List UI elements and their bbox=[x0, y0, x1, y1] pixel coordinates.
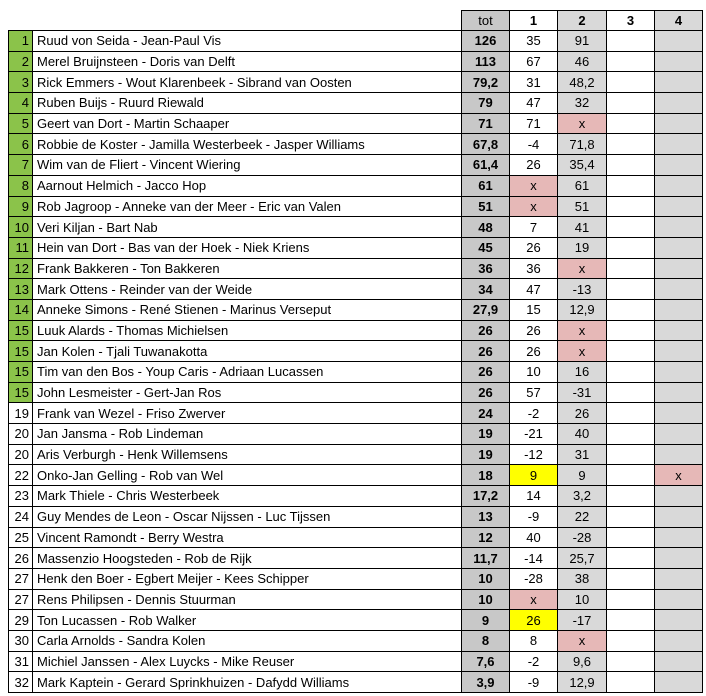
round-4-cell[interactable] bbox=[655, 444, 703, 465]
round-3-cell[interactable] bbox=[607, 175, 655, 196]
total-cell[interactable]: 19 bbox=[462, 444, 510, 465]
rank-cell[interactable]: 20 bbox=[9, 424, 33, 445]
round-2-cell[interactable]: x bbox=[558, 341, 607, 362]
team-name-cell[interactable]: Aris Verburgh - Henk Willemsens bbox=[33, 444, 462, 465]
team-name-cell[interactable]: Massenzio Hoogsteden - Rob de Rijk bbox=[33, 548, 462, 569]
round-4-cell[interactable] bbox=[655, 31, 703, 52]
round-1-cell[interactable]: x bbox=[510, 175, 558, 196]
total-cell[interactable]: 48 bbox=[462, 217, 510, 238]
table-row bbox=[9, 113, 703, 134]
round-4-cell[interactable] bbox=[655, 93, 703, 114]
round-1-cell[interactable]: 7 bbox=[510, 217, 558, 238]
total-cell[interactable]: 9 bbox=[462, 610, 510, 631]
header-blank-rank bbox=[9, 11, 33, 31]
team-name-cell[interactable]: Michiel Janssen - Alex Luycks - Mike Reuser bbox=[33, 651, 462, 672]
header-round-3[interactable]: 3 bbox=[607, 11, 655, 31]
total-cell[interactable]: 24 bbox=[462, 403, 510, 424]
round-4-cell[interactable] bbox=[655, 362, 703, 383]
team-name-cell[interactable]: Ton Lucassen - Rob Walker bbox=[33, 610, 462, 631]
round-4-cell[interactable] bbox=[655, 134, 703, 155]
team-name-cell[interactable]: Henk den Boer - Egbert Meijer - Kees Schipper bbox=[33, 568, 462, 589]
round-4-cell[interactable] bbox=[655, 568, 703, 589]
round-1-cell[interactable]: 9 bbox=[510, 465, 558, 486]
table-row bbox=[9, 341, 703, 362]
rank-cell[interactable]: 26 bbox=[9, 548, 33, 569]
team-name-cell[interactable]: Mark Thiele - Chris Westerbeek bbox=[33, 486, 462, 507]
rank-cell[interactable]: 32 bbox=[9, 672, 33, 693]
round-3-cell[interactable] bbox=[607, 589, 655, 610]
team-name-cell[interactable]: Tim van den Bos - Youp Caris - Adriaan Lucassen bbox=[33, 362, 462, 383]
rank-cell[interactable]: 9 bbox=[9, 196, 33, 217]
rank-cell[interactable]: 19 bbox=[9, 403, 33, 424]
round-2-cell[interactable]: 25,7 bbox=[558, 548, 607, 569]
round-1-cell[interactable]: -14 bbox=[510, 548, 558, 569]
table-row bbox=[9, 527, 703, 548]
rank-cell[interactable]: 6 bbox=[9, 134, 33, 155]
total-cell[interactable]: 61 bbox=[462, 175, 510, 196]
round-4-cell[interactable] bbox=[655, 258, 703, 279]
round-2-cell[interactable]: x bbox=[558, 320, 607, 341]
round-1-cell[interactable]: 47 bbox=[510, 279, 558, 300]
round-3-cell[interactable] bbox=[607, 341, 655, 362]
round-1-cell[interactable]: 26 bbox=[510, 237, 558, 258]
table-row bbox=[9, 465, 703, 486]
round-2-cell[interactable]: 35,4 bbox=[558, 155, 607, 176]
round-2-cell[interactable]: x bbox=[558, 113, 607, 134]
table-row bbox=[9, 196, 703, 217]
round-2-cell[interactable]: 32 bbox=[558, 93, 607, 114]
round-4-cell[interactable] bbox=[655, 51, 703, 72]
total-cell[interactable]: 51 bbox=[462, 196, 510, 217]
table-row bbox=[9, 72, 703, 93]
rank-cell[interactable]: 14 bbox=[9, 299, 33, 320]
round-2-cell[interactable]: x bbox=[558, 630, 607, 651]
total-cell[interactable]: 113 bbox=[462, 51, 510, 72]
round-4-cell[interactable] bbox=[655, 527, 703, 548]
round-3-cell[interactable] bbox=[607, 527, 655, 548]
round-3-cell[interactable] bbox=[607, 651, 655, 672]
team-name-cell[interactable]: Rens Philipsen - Dennis Stuurman bbox=[33, 589, 462, 610]
round-2-cell[interactable]: 12,9 bbox=[558, 672, 607, 693]
table-row bbox=[9, 175, 703, 196]
team-name-cell[interactable]: Onko-Jan Gelling - Rob van Wel bbox=[33, 465, 462, 486]
round-1-cell[interactable]: 36 bbox=[510, 258, 558, 279]
round-3-cell[interactable] bbox=[607, 465, 655, 486]
rank-cell[interactable]: 25 bbox=[9, 527, 33, 548]
team-name-cell[interactable]: Robbie de Koster - Jamilla Westerbeek - Jasper Williams bbox=[33, 134, 462, 155]
rank-cell[interactable]: 30 bbox=[9, 630, 33, 651]
table-row bbox=[9, 506, 703, 527]
rank-cell[interactable]: 3 bbox=[9, 72, 33, 93]
round-1-cell[interactable]: x bbox=[510, 589, 558, 610]
team-name-cell[interactable]: Geert van Dort - Martin Schaaper bbox=[33, 113, 462, 134]
header-round-1[interactable]: 1 bbox=[510, 11, 558, 31]
team-name-cell[interactable]: Guy Mendes de Leon - Oscar Nijssen - Luc Tijssen bbox=[33, 506, 462, 527]
round-1-cell[interactable]: -12 bbox=[510, 444, 558, 465]
table-row bbox=[9, 31, 703, 52]
round-1-cell[interactable]: 31 bbox=[510, 72, 558, 93]
table-row bbox=[9, 486, 703, 507]
round-2-cell[interactable]: 3,2 bbox=[558, 486, 607, 507]
round-1-cell[interactable]: -4 bbox=[510, 134, 558, 155]
team-name-cell[interactable]: Hein van Dort - Bas van der Hoek - Niek Kriens bbox=[33, 237, 462, 258]
team-name-cell[interactable]: Ruben Buijs - Ruurd Riewald bbox=[33, 93, 462, 114]
round-3-cell[interactable] bbox=[607, 610, 655, 631]
round-4-cell[interactable] bbox=[655, 155, 703, 176]
round-1-cell[interactable]: 40 bbox=[510, 527, 558, 548]
rank-cell[interactable]: 4 bbox=[9, 93, 33, 114]
round-2-cell[interactable]: 9,6 bbox=[558, 651, 607, 672]
team-name-cell[interactable]: Vincent Ramondt - Berry Westra bbox=[33, 527, 462, 548]
round-1-cell[interactable]: 35 bbox=[510, 31, 558, 52]
total-cell[interactable]: 67,8 bbox=[462, 134, 510, 155]
total-cell[interactable]: 11,7 bbox=[462, 548, 510, 569]
round-4-cell[interactable] bbox=[655, 610, 703, 631]
total-cell[interactable]: 13 bbox=[462, 506, 510, 527]
round-1-cell[interactable]: -2 bbox=[510, 403, 558, 424]
round-3-cell[interactable] bbox=[607, 51, 655, 72]
table-row bbox=[9, 610, 703, 631]
total-cell[interactable]: 26 bbox=[462, 341, 510, 362]
team-name-cell[interactable]: Anneke Simons - René Stienen - Marinus Verseput bbox=[33, 299, 462, 320]
round-1-cell[interactable]: 26 bbox=[510, 155, 558, 176]
round-3-cell[interactable] bbox=[607, 31, 655, 52]
round-3-cell[interactable] bbox=[607, 672, 655, 693]
total-cell[interactable]: 26 bbox=[462, 320, 510, 341]
round-4-cell[interactable] bbox=[655, 548, 703, 569]
team-name-cell[interactable]: Rick Emmers - Wout Klarenbeek - Sibrand van Oosten bbox=[33, 72, 462, 93]
round-3-cell[interactable] bbox=[607, 548, 655, 569]
team-name-cell[interactable]: Luuk Alards - Thomas Michielsen bbox=[33, 320, 462, 341]
round-2-cell[interactable]: x bbox=[558, 258, 607, 279]
team-name-cell[interactable]: Frank van Wezel - Friso Zwerver bbox=[33, 403, 462, 424]
table-row bbox=[9, 299, 703, 320]
rank-cell[interactable]: 23 bbox=[9, 486, 33, 507]
table-row bbox=[9, 651, 703, 672]
round-2-cell[interactable]: 31 bbox=[558, 444, 607, 465]
round-1-cell[interactable]: -2 bbox=[510, 651, 558, 672]
round-4-cell[interactable] bbox=[655, 217, 703, 238]
round-1-cell[interactable]: 71 bbox=[510, 113, 558, 134]
standings-table bbox=[8, 10, 703, 693]
round-1-cell[interactable]: 8 bbox=[510, 630, 558, 651]
round-3-cell[interactable] bbox=[607, 258, 655, 279]
total-cell[interactable]: 79,2 bbox=[462, 72, 510, 93]
total-cell[interactable]: 17,2 bbox=[462, 486, 510, 507]
round-3-cell[interactable] bbox=[607, 72, 655, 93]
round-1-cell[interactable]: -9 bbox=[510, 672, 558, 693]
round-3-cell[interactable] bbox=[607, 279, 655, 300]
round-2-cell[interactable]: 12,9 bbox=[558, 299, 607, 320]
rank-cell[interactable]: 8 bbox=[9, 175, 33, 196]
rank-cell[interactable]: 10 bbox=[9, 217, 33, 238]
table-row bbox=[9, 279, 703, 300]
round-4-cell[interactable] bbox=[655, 506, 703, 527]
round-3-cell[interactable] bbox=[607, 299, 655, 320]
round-3-cell[interactable] bbox=[607, 196, 655, 217]
round-2-cell[interactable]: 46 bbox=[558, 51, 607, 72]
round-2-cell[interactable]: 48,2 bbox=[558, 72, 607, 93]
round-4-cell[interactable] bbox=[655, 72, 703, 93]
round-4-cell[interactable] bbox=[655, 113, 703, 134]
round-3-cell[interactable] bbox=[607, 93, 655, 114]
table-row bbox=[9, 258, 703, 279]
total-cell[interactable]: 34 bbox=[462, 279, 510, 300]
round-4-cell[interactable] bbox=[655, 672, 703, 693]
round-1-cell[interactable]: 26 bbox=[510, 610, 558, 631]
round-2-cell[interactable]: 91 bbox=[558, 31, 607, 52]
rank-cell[interactable]: 24 bbox=[9, 506, 33, 527]
total-cell[interactable]: 8 bbox=[462, 630, 510, 651]
total-cell[interactable]: 10 bbox=[462, 589, 510, 610]
team-name-cell[interactable]: Merel Bruijnsteen - Doris van Delft bbox=[33, 51, 462, 72]
table-row bbox=[9, 403, 703, 424]
team-name-cell[interactable]: Jan Jansma - Rob Lindeman bbox=[33, 424, 462, 445]
header-row bbox=[9, 11, 703, 31]
header-blank-name bbox=[33, 11, 462, 31]
rank-cell[interactable]: 1 bbox=[9, 31, 33, 52]
round-3-cell[interactable] bbox=[607, 486, 655, 507]
round-1-cell[interactable]: 26 bbox=[510, 320, 558, 341]
total-cell[interactable]: 45 bbox=[462, 237, 510, 258]
team-name-cell[interactable]: Mark Ottens - Reinder van der Weide bbox=[33, 279, 462, 300]
round-1-cell[interactable]: 10 bbox=[510, 362, 558, 383]
table-row bbox=[9, 237, 703, 258]
team-name-cell[interactable]: Veri Kiljan - Bart Nab bbox=[33, 217, 462, 238]
round-4-cell[interactable] bbox=[655, 279, 703, 300]
total-cell[interactable]: 26 bbox=[462, 382, 510, 403]
rank-cell[interactable]: 12 bbox=[9, 258, 33, 279]
total-cell[interactable]: 79 bbox=[462, 93, 510, 114]
team-name-cell[interactable]: Jan Kolen - Tjali Tuwanakotta bbox=[33, 341, 462, 362]
round-3-cell[interactable] bbox=[607, 382, 655, 403]
round-2-cell[interactable]: 61 bbox=[558, 175, 607, 196]
table-row bbox=[9, 362, 703, 383]
round-2-cell[interactable]: 22 bbox=[558, 506, 607, 527]
rank-cell[interactable]: 7 bbox=[9, 155, 33, 176]
round-1-cell[interactable]: 47 bbox=[510, 93, 558, 114]
team-name-cell[interactable]: John Lesmeister - Gert-Jan Ros bbox=[33, 382, 462, 403]
round-4-cell[interactable] bbox=[655, 237, 703, 258]
round-1-cell[interactable]: -9 bbox=[510, 506, 558, 527]
table-row bbox=[9, 444, 703, 465]
table-row bbox=[9, 93, 703, 114]
round-4-cell[interactable] bbox=[655, 196, 703, 217]
team-name-cell[interactable]: Frank Bakkeren - Ton Bakkeren bbox=[33, 258, 462, 279]
round-3-cell[interactable] bbox=[607, 403, 655, 424]
team-name-cell[interactable]: Ruud von Seida - Jean-Paul Vis bbox=[33, 31, 462, 52]
round-3-cell[interactable] bbox=[607, 155, 655, 176]
round-4-cell[interactable] bbox=[655, 651, 703, 672]
total-cell[interactable]: 27,9 bbox=[462, 299, 510, 320]
round-1-cell[interactable]: -28 bbox=[510, 568, 558, 589]
round-3-cell[interactable] bbox=[607, 320, 655, 341]
total-cell[interactable]: 7,6 bbox=[462, 651, 510, 672]
rank-cell[interactable]: 15 bbox=[9, 320, 33, 341]
round-3-cell[interactable] bbox=[607, 237, 655, 258]
round-2-cell[interactable]: 10 bbox=[558, 589, 607, 610]
round-3-cell[interactable] bbox=[607, 362, 655, 383]
table-row bbox=[9, 155, 703, 176]
round-3-cell[interactable] bbox=[607, 134, 655, 155]
round-4-cell[interactable] bbox=[655, 403, 703, 424]
round-2-cell[interactable]: -17 bbox=[558, 610, 607, 631]
round-3-cell[interactable] bbox=[607, 630, 655, 651]
round-3-cell[interactable] bbox=[607, 568, 655, 589]
table-row bbox=[9, 382, 703, 403]
table-row bbox=[9, 630, 703, 651]
round-2-cell[interactable]: 9 bbox=[558, 465, 607, 486]
rank-cell[interactable]: 15 bbox=[9, 362, 33, 383]
rank-cell[interactable]: 27 bbox=[9, 568, 33, 589]
round-2-cell[interactable]: 71,8 bbox=[558, 134, 607, 155]
round-2-cell[interactable]: -28 bbox=[558, 527, 607, 548]
rank-cell[interactable]: 15 bbox=[9, 341, 33, 362]
round-2-cell[interactable]: 41 bbox=[558, 217, 607, 238]
total-cell[interactable]: 10 bbox=[462, 568, 510, 589]
round-4-cell[interactable] bbox=[655, 175, 703, 196]
rank-cell[interactable]: 22 bbox=[9, 465, 33, 486]
round-2-cell[interactable]: 19 bbox=[558, 237, 607, 258]
table-row bbox=[9, 589, 703, 610]
header-tot[interactable]: tot bbox=[462, 11, 510, 31]
header-round-4[interactable]: 4 bbox=[655, 11, 703, 31]
round-4-cell[interactable] bbox=[655, 382, 703, 403]
round-3-cell[interactable] bbox=[607, 444, 655, 465]
total-cell[interactable]: 71 bbox=[462, 113, 510, 134]
rank-cell[interactable]: 15 bbox=[9, 382, 33, 403]
rank-cell[interactable]: 11 bbox=[9, 237, 33, 258]
total-cell[interactable]: 126 bbox=[462, 31, 510, 52]
total-cell[interactable]: 3,9 bbox=[462, 672, 510, 693]
table-row bbox=[9, 672, 703, 693]
round-4-cell[interactable]: x bbox=[655, 465, 703, 486]
rank-cell[interactable]: 5 bbox=[9, 113, 33, 134]
round-3-cell[interactable] bbox=[607, 506, 655, 527]
rank-cell[interactable]: 31 bbox=[9, 651, 33, 672]
rank-cell[interactable]: 2 bbox=[9, 51, 33, 72]
round-4-cell[interactable] bbox=[655, 299, 703, 320]
round-2-cell[interactable]: -13 bbox=[558, 279, 607, 300]
round-4-cell[interactable] bbox=[655, 424, 703, 445]
round-3-cell[interactable] bbox=[607, 217, 655, 238]
round-4-cell[interactable] bbox=[655, 341, 703, 362]
table-row bbox=[9, 568, 703, 589]
round-3-cell[interactable] bbox=[607, 424, 655, 445]
round-2-cell[interactable]: 26 bbox=[558, 403, 607, 424]
total-cell[interactable]: 18 bbox=[462, 465, 510, 486]
round-1-cell[interactable]: 26 bbox=[510, 341, 558, 362]
table-row bbox=[9, 424, 703, 445]
rank-cell[interactable]: 13 bbox=[9, 279, 33, 300]
round-1-cell[interactable]: 57 bbox=[510, 382, 558, 403]
team-name-cell[interactable]: Carla Arnolds - Sandra Kolen bbox=[33, 630, 462, 651]
round-2-cell[interactable]: 16 bbox=[558, 362, 607, 383]
total-cell[interactable]: 12 bbox=[462, 527, 510, 548]
rank-cell[interactable]: 29 bbox=[9, 610, 33, 631]
round-1-cell[interactable]: 67 bbox=[510, 51, 558, 72]
rank-cell[interactable]: 20 bbox=[9, 444, 33, 465]
round-1-cell[interactable]: x bbox=[510, 196, 558, 217]
table-row bbox=[9, 217, 703, 238]
round-2-cell[interactable]: 51 bbox=[558, 196, 607, 217]
total-cell[interactable]: 26 bbox=[462, 362, 510, 383]
team-name-cell[interactable]: Mark Kaptein - Gerard Sprinkhuizen - Dafydd Williams bbox=[33, 672, 462, 693]
total-cell[interactable]: 36 bbox=[462, 258, 510, 279]
table-row bbox=[9, 134, 703, 155]
round-1-cell[interactable]: -21 bbox=[510, 424, 558, 445]
round-2-cell[interactable]: -31 bbox=[558, 382, 607, 403]
total-cell[interactable]: 19 bbox=[462, 424, 510, 445]
round-1-cell[interactable]: 15 bbox=[510, 299, 558, 320]
table-row bbox=[9, 51, 703, 72]
rank-cell[interactable]: 27 bbox=[9, 589, 33, 610]
round-2-cell[interactable]: 38 bbox=[558, 568, 607, 589]
table-row bbox=[9, 548, 703, 569]
team-name-cell[interactable]: Rob Jagroop - Anneke van der Meer - Eric van Valen bbox=[33, 196, 462, 217]
round-4-cell[interactable] bbox=[655, 320, 703, 341]
round-2-cell[interactable]: 40 bbox=[558, 424, 607, 445]
team-name-cell[interactable]: Aarnout Helmich - Jacco Hop bbox=[33, 175, 462, 196]
round-1-cell[interactable]: 14 bbox=[510, 486, 558, 507]
table-row bbox=[9, 320, 703, 341]
total-cell[interactable]: 61,4 bbox=[462, 155, 510, 176]
round-4-cell[interactable] bbox=[655, 589, 703, 610]
round-4-cell[interactable] bbox=[655, 486, 703, 507]
round-4-cell[interactable] bbox=[655, 630, 703, 651]
round-3-cell[interactable] bbox=[607, 113, 655, 134]
header-round-2[interactable]: 2 bbox=[558, 11, 607, 31]
team-name-cell[interactable]: Wim van de Fliert - Vincent Wiering bbox=[33, 155, 462, 176]
